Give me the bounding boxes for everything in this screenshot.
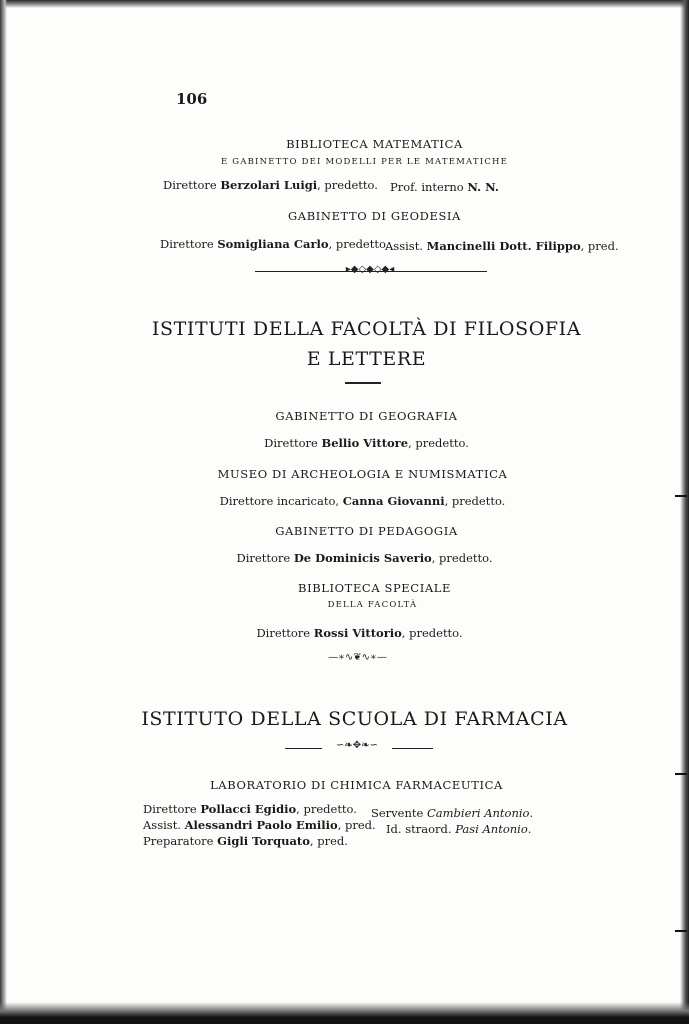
role: Direttore <box>236 551 291 565</box>
role: Preparatore <box>143 834 214 848</box>
person-name: Mancinelli Dott. Filippo <box>426 239 581 253</box>
scan-edge-left <box>0 0 7 1024</box>
staff-entry <box>22 436 689 450</box>
role: Direttore <box>160 237 214 251</box>
suffix: , pred. <box>337 818 376 832</box>
person-name: N. N. <box>467 180 499 194</box>
staff-entry <box>143 802 357 816</box>
staff-entry <box>385 239 619 253</box>
suffix: , pred. <box>309 834 348 848</box>
person-name: Cambieri Antonio <box>426 806 530 820</box>
scan-edge-top <box>0 0 689 8</box>
staff-entry <box>20 551 689 565</box>
institute-heading: ISTITUTO DELLA SCUOLA DI FARMACIA <box>141 708 568 730</box>
staff-entry <box>371 806 533 820</box>
section-subtitle: E GABINETTO DEI MODELLI PER LE MATEMATICHE <box>220 157 509 167</box>
section-title: BIBLIOTECA MATEMATICA <box>286 137 463 151</box>
institute-heading: ISTITUTI DELLA FACOLTÀ DI FILOSOFIA <box>151 318 582 340</box>
staff-entry <box>15 626 689 640</box>
role: Direttore incaricato, <box>219 494 340 508</box>
suffix: , predetto. <box>444 494 506 508</box>
section-title: GABINETTO DI GEODESIA <box>288 209 461 223</box>
suffix: . <box>527 822 532 836</box>
divider-ornament: —∗∿❦∿∗— <box>328 652 387 663</box>
suffix: , predetto. <box>317 178 378 192</box>
role: Servente <box>371 806 424 820</box>
role: Direttore <box>256 626 311 640</box>
person-name: Gigli Torquato <box>217 834 310 848</box>
staff-entry <box>18 494 689 508</box>
role: Assist. <box>385 239 423 253</box>
role: Direttore <box>143 802 197 816</box>
person-name: Berzolari Luigi <box>220 178 318 192</box>
staff-entry <box>390 180 499 194</box>
role: Direttore <box>264 436 318 450</box>
staff-entry <box>163 178 378 192</box>
staff-entry <box>143 834 348 848</box>
staff-entry <box>386 822 531 836</box>
staff-entry <box>143 818 376 832</box>
section-title: BIBLIOTECA SPECIALE <box>298 581 451 595</box>
person-name: De Dominicis Saverio <box>293 551 432 565</box>
divider-ornament: ▸◆◇◆◇◆◂ <box>345 264 395 275</box>
person-name: Somigliana Carlo <box>217 237 329 251</box>
section-title: MUSEO DI ARCHEOLOGIA E NUMISMATICA <box>217 467 508 481</box>
page-number: 106 <box>176 90 208 108</box>
role: Assist. <box>143 818 181 832</box>
person-name: Pasi Antonio <box>455 822 528 836</box>
person-name: Bellio Vittore <box>321 436 409 450</box>
section-title: GABINETTO DI GEOGRAFIA <box>275 409 458 423</box>
section-title: LABORATORIO DI CHIMICA FARMACEUTICA <box>210 778 503 792</box>
role: Prof. interno <box>390 180 464 194</box>
role: Id. straord. <box>386 822 452 836</box>
section-subtitle: DELLA FACOLTÀ <box>327 600 418 610</box>
scan-edge-right <box>680 0 689 1024</box>
role: Direttore <box>163 178 217 192</box>
divider-ornament: ∽❧✥❧∽ <box>322 740 392 751</box>
suffix: , pred. <box>580 239 619 253</box>
section-title: GABINETTO DI PEDAGOGIA <box>275 524 458 538</box>
suffix: , predetto. <box>296 802 357 816</box>
suffix: . <box>529 806 534 820</box>
person-name: Canna Giovanni <box>342 494 445 508</box>
institute-heading: E LETTERE <box>306 348 427 370</box>
staff-entry <box>160 237 389 251</box>
scan-edge-bottom <box>0 1002 689 1024</box>
suffix: , predetto. <box>408 436 469 450</box>
suffix: , predetto. <box>328 237 390 251</box>
margin-mark <box>675 930 687 932</box>
suffix: , predetto. <box>401 626 463 640</box>
margin-mark <box>675 773 687 775</box>
heading-rule <box>345 382 381 384</box>
suffix: , predetto. <box>431 551 493 565</box>
person-name: Pollacci Egidio <box>200 802 297 816</box>
person-name: Rossi Vittorio <box>313 626 402 640</box>
person-name: Alessandri Paolo Emilio <box>184 818 338 832</box>
